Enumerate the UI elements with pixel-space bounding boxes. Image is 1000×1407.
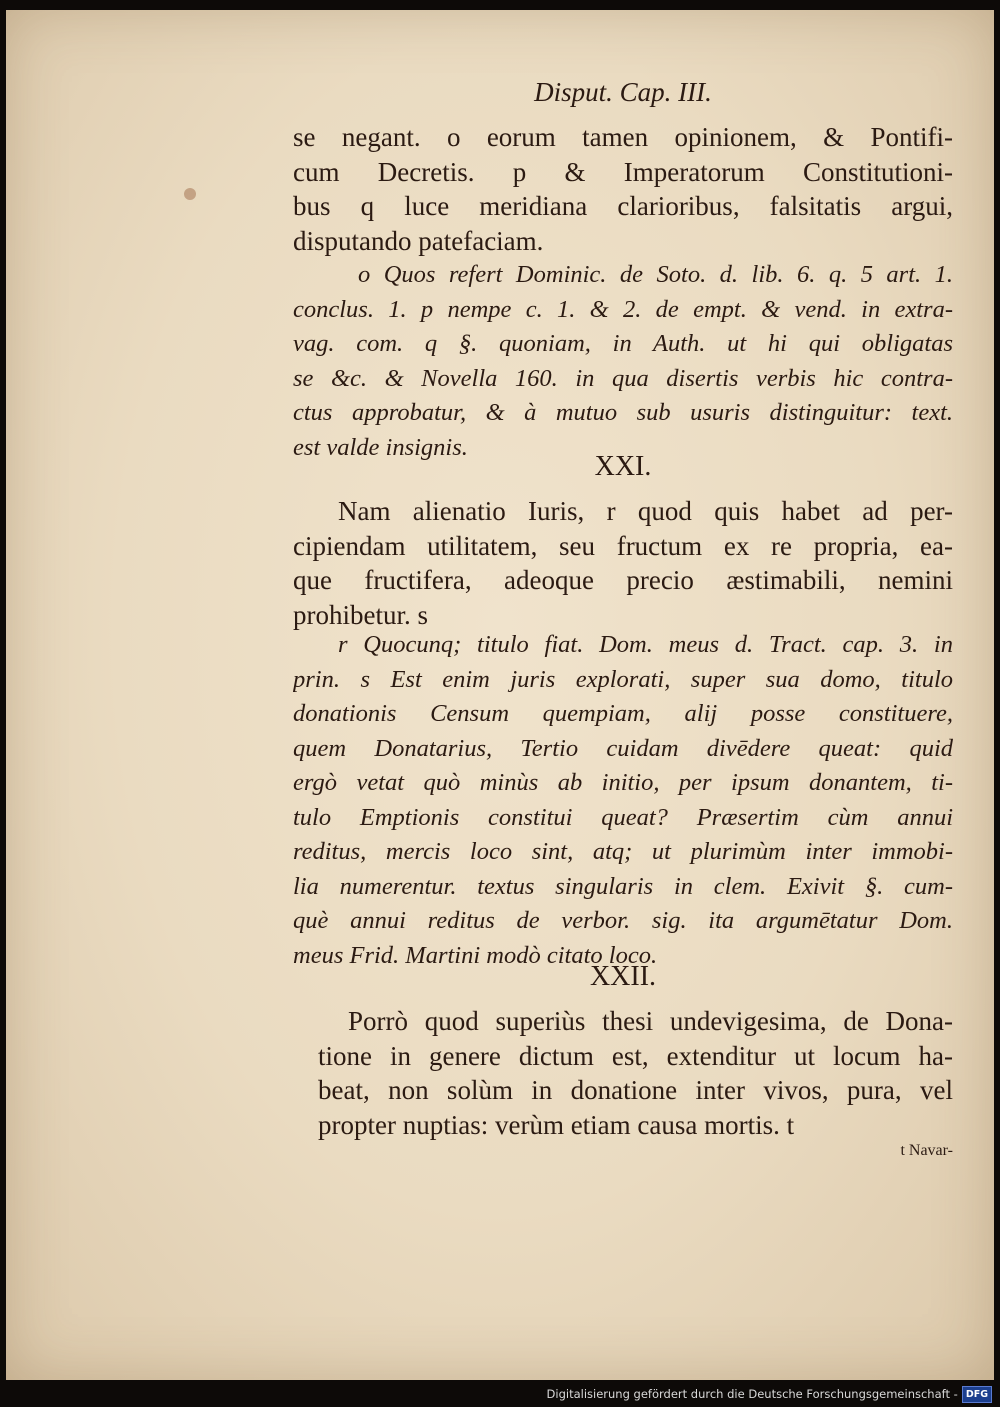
credit-text: Digitalisierung gefördert durch die Deutsche Forschungsgemeinschaft - (546, 1387, 958, 1401)
note-line: ergò vetat quò minùs ab initio, per ipsum donantem, ti- (293, 769, 953, 796)
text-line: cipiendam utilitatem, seu fructum ex re propria, ea- (293, 530, 953, 561)
text-line: disputando patefaciam. (293, 225, 544, 256)
text-line: tione in genere dictum est, extenditur ut locum ha- (318, 1040, 953, 1071)
digitization-credit (547, 1384, 992, 1404)
text-line: se negant. o eorum tamen opinionem, & Pontifi- (293, 122, 953, 152)
book-page (6, 10, 994, 1380)
running-head: Disput. Cap. III. (534, 77, 712, 107)
dfg-logo-icon: DFG (962, 1386, 992, 1403)
note-line: ctus approbatur, & à mutuo sub usuris distinguitur: text. (293, 399, 953, 426)
text-line: prohibetur. s (293, 599, 428, 630)
text-line: cum Decretis. p & Imperatorum Constitutioni- (293, 156, 953, 187)
text-line: bus q luce meridiana clarioribus, falsitatis argui, (293, 191, 953, 221)
note-line: est valde insignis. (293, 433, 468, 461)
text-line: Porrò quod superiùs thesi undevigesima, de Dona- (348, 1006, 953, 1036)
note-line: reditus, mercis loco sint, atq; ut plurimùm inter immobi- (293, 838, 953, 865)
thesis-number-xxi: XXI. (594, 451, 652, 482)
catchword: t Navar- (900, 1142, 953, 1159)
text-block-c (293, 1004, 953, 1142)
thesis-number-xxii: XXII. (589, 961, 657, 992)
note-line: què annui reditus de verbor. sig. ita argumētatur Dom. (293, 907, 953, 934)
note-line: conclus. 1. p nempe c. 1. & 2. de empt. & vend. in extra- (293, 295, 953, 323)
text-block-a (293, 120, 953, 258)
note-line: lia numerentur. textus singularis in clem. Exivit §. cum- (293, 872, 953, 900)
note-line: o Quos refert Dominic. de Soto. d. lib. 6. q. 5 art. 1. (358, 261, 953, 288)
note-line: quem Donatarius, Tertio cuidam divēdere queat: quid (293, 734, 953, 762)
note-line: meus Frid. Martini modò citato loco. (293, 941, 658, 969)
text-line: propter nuptias: verùm etiam causa mortis. t (318, 1109, 795, 1140)
note-line: vag. com. q §. quoniam, in Auth. ut hi qui obligatas (293, 330, 953, 357)
note-line: prin. s Est enim juris explorati, super sua domo, titulo (293, 665, 953, 693)
notes-block-b (293, 628, 953, 973)
note-line: se &c. & Novella 160. in qua disertis verbis hic contra- (293, 364, 953, 392)
notes-block-a (293, 258, 953, 465)
note-line: r Quocunq; titulo fiat. Dom. meus d. Tract. cap. 3. in (338, 631, 953, 658)
note-line: donationis Censum quempiam, alij posse constituere, (293, 700, 953, 727)
text-block-b (293, 494, 953, 632)
text-line: que fructifera, adeoque precio æstimabili, nemini (293, 565, 953, 595)
ink-stain (184, 188, 196, 200)
note-line: tulo Emptionis constitui queat? Præsertim cùm annui (293, 803, 953, 831)
text-line: beat, non solùm in donatione inter vivos, pura, vel (318, 1075, 953, 1105)
text-line: Nam alienatio Iuris, r quod quis habet ad per- (338, 496, 953, 526)
